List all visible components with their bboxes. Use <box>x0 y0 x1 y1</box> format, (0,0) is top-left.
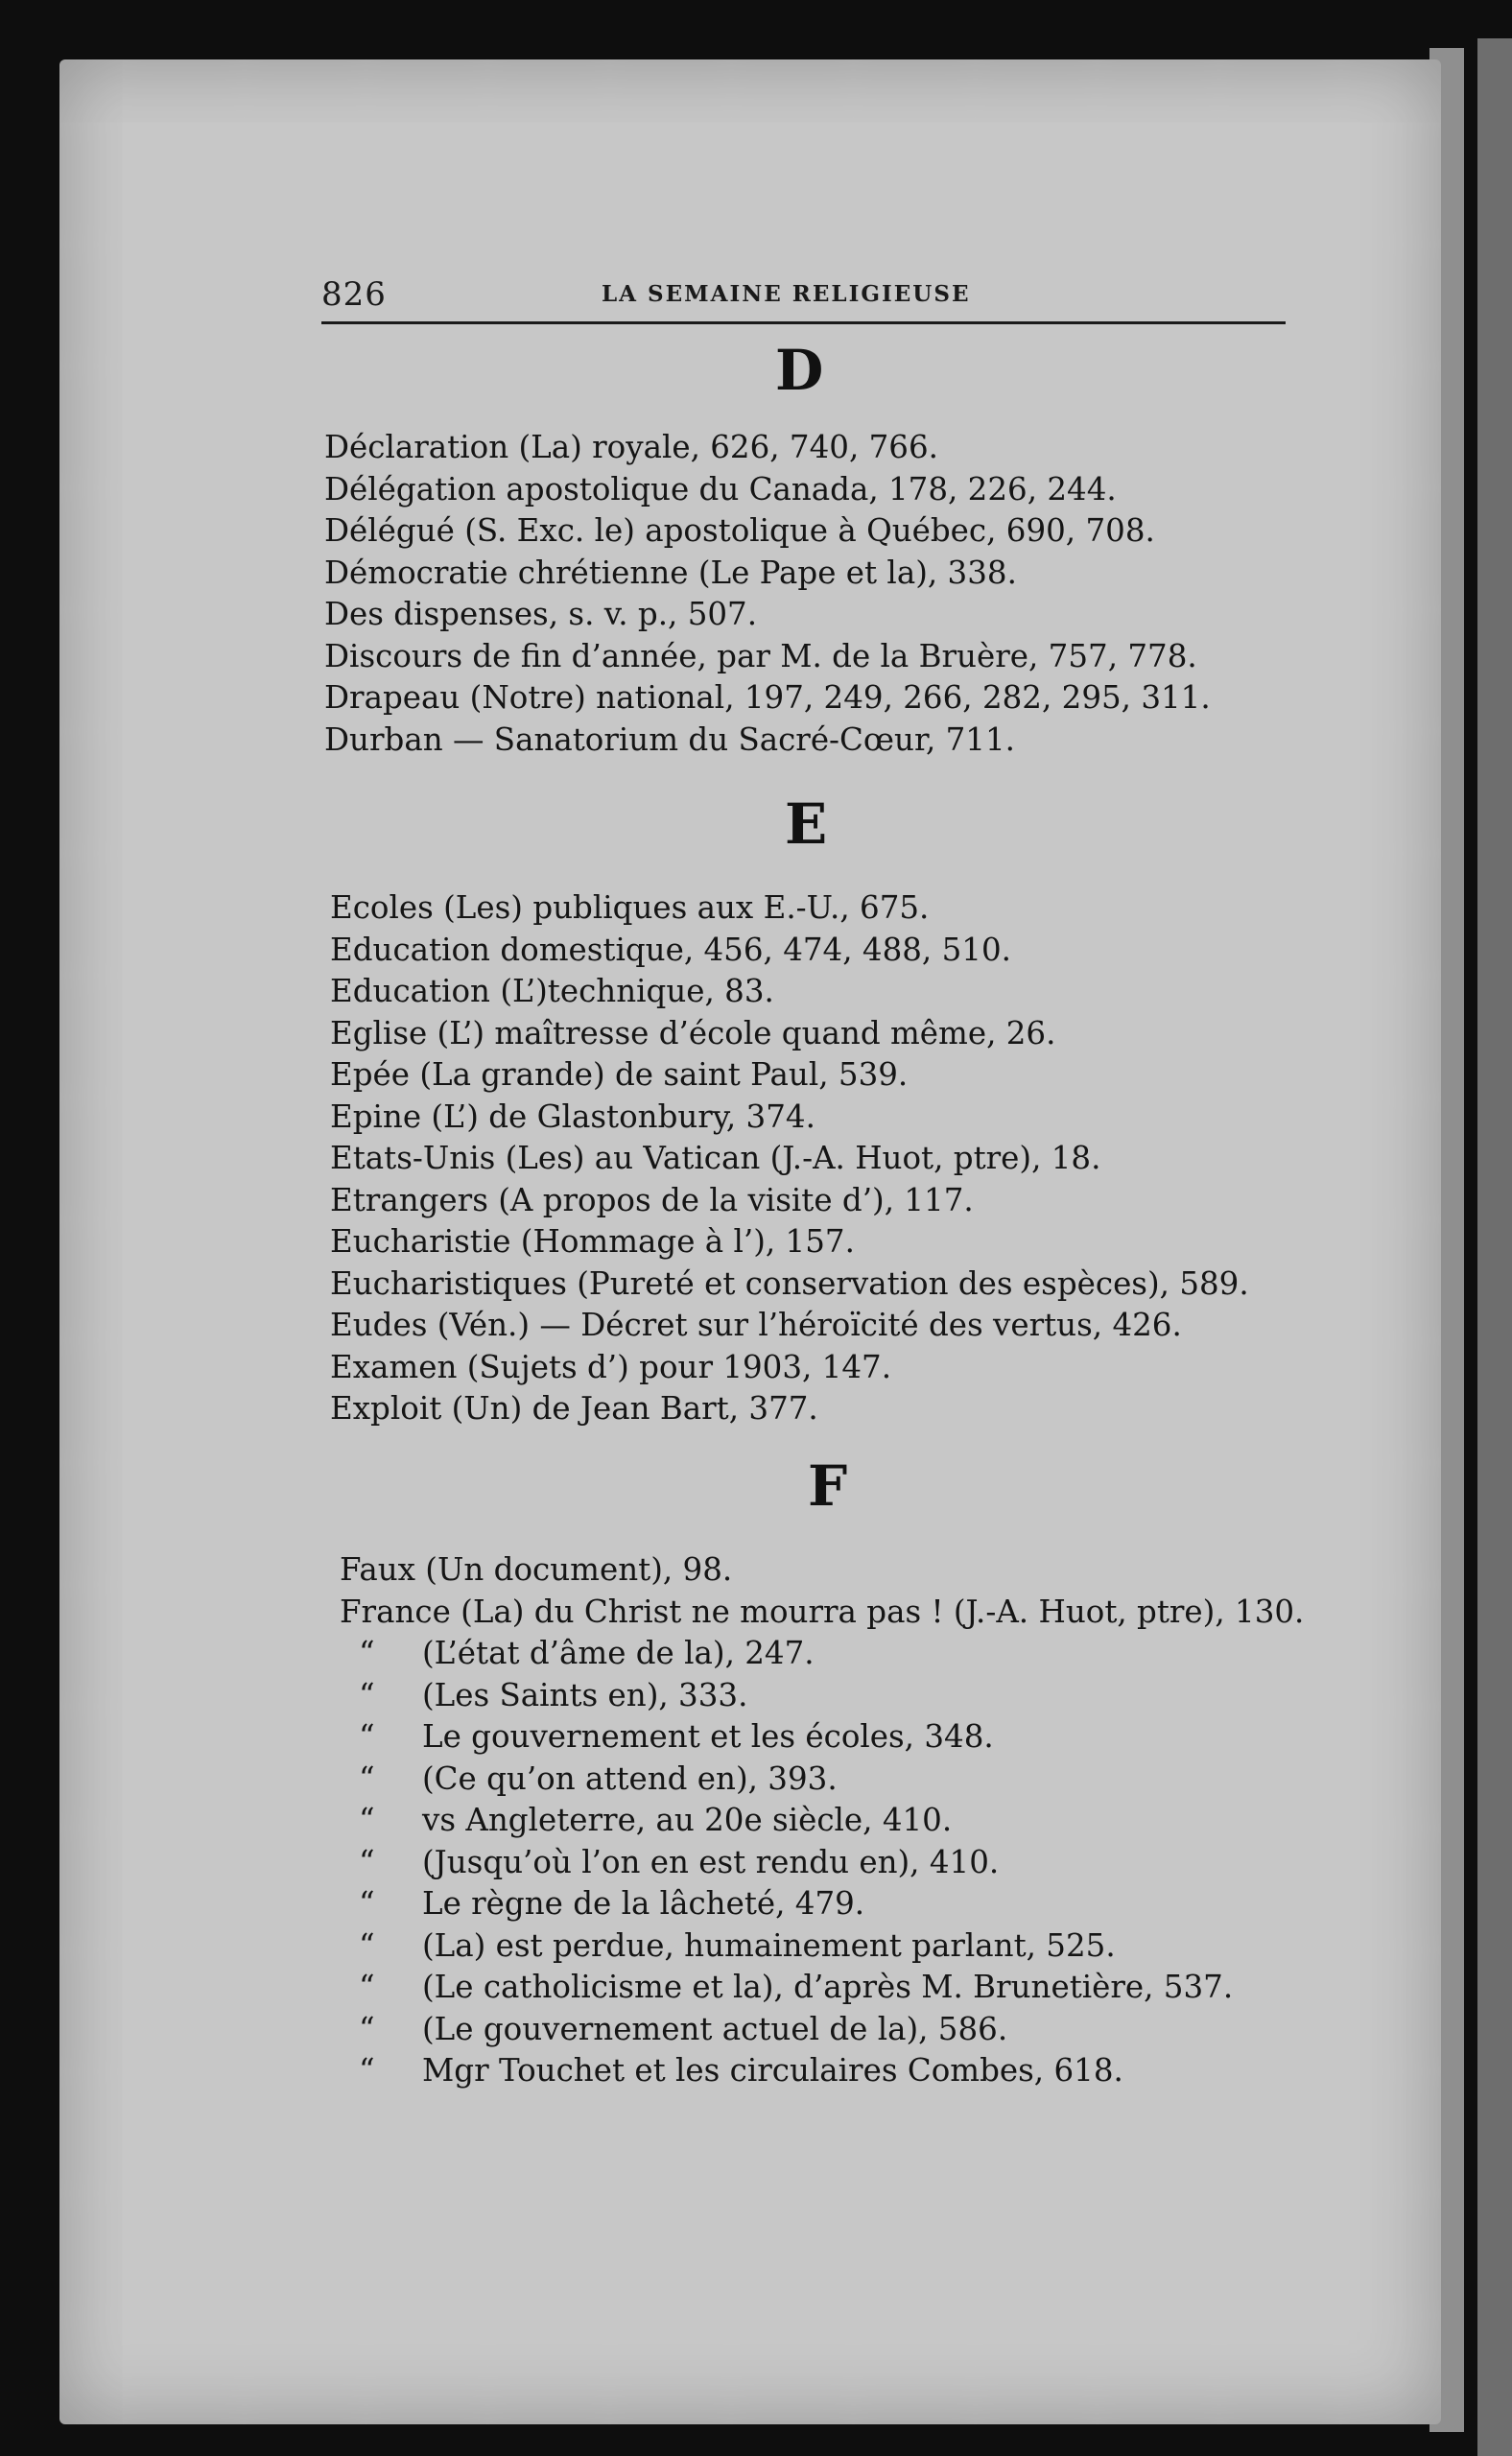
index-entry: Eucharistiques (Pureté et conservation des espèces), 589. <box>330 1264 1249 1302</box>
entry-text: Le gouvernement et les écoles, 348. <box>422 1718 994 1755</box>
ditto-mark: “ <box>359 1926 375 1964</box>
index-entry-continued <box>340 1967 1304 2009</box>
index-entry: Ecoles (Les) publiques aux E.-U., 675. <box>330 889 930 926</box>
entry-text: vs Angleterre, au 20e siècle, 410. <box>422 1802 953 1838</box>
index-entry-continued <box>340 1633 1304 1675</box>
index-entry: France (La) du Christ ne mourra pas ! (J.-A. Huot, ptre), 130. <box>340 1593 1305 1630</box>
ditto-mark: “ <box>359 1759 375 1797</box>
entry-text: (Le gouvernement actuel de la), 586. <box>422 2010 1008 2047</box>
page-number: 826 <box>321 275 387 314</box>
index-entry: Education domestique, 456, 474, 488, 510. <box>330 931 1011 968</box>
running-title: LA SEMAINE RELIGIEUSE <box>602 281 971 307</box>
index-entry: Délégué (S. Exc. le) apostolique à Québec, 690, 708. <box>324 512 1155 549</box>
section-e-entries <box>330 887 1249 1430</box>
index-entry: Discours de fin d’année, par M. de la Bruère, 757, 778. <box>324 637 1197 674</box>
entry-text: (Jusqu’où l’on en est rendu en), 410. <box>422 1843 1000 1880</box>
adjacent-page-edge <box>1477 38 1512 2456</box>
section-f-entries <box>340 1549 1304 2092</box>
ditto-mark: “ <box>359 1676 375 1713</box>
index-entry: Eudes (Vén.) — Décret sur l’héroïcité des vertus, 426. <box>330 1307 1182 1343</box>
entry-text: (Le catholicisme et la), d’après M. Brunetière, 537. <box>422 1969 1234 2005</box>
index-entry: Epine (L’) de Glastonbury, 374. <box>330 1098 815 1135</box>
index-entry: Eucharistie (Hommage à l’), 157. <box>330 1223 855 1260</box>
ditto-mark: “ <box>359 1843 375 1880</box>
index-entry: Des dispenses, s. v. p., 507. <box>324 596 758 632</box>
index-entry-continued <box>340 1842 1304 1884</box>
index-entry: Exploit (Un) de Jean Bart, 377. <box>330 1390 818 1427</box>
ditto-mark: “ <box>359 2010 375 2047</box>
page-header <box>321 272 1286 324</box>
section-letter-e: E <box>785 791 828 857</box>
entry-text: Mgr Touchet et les circulaires Combes, 618. <box>422 2052 1123 2089</box>
index-entry-continued <box>340 1716 1304 1759</box>
entry-text: (La) est perdue, humainement parlant, 525. <box>422 1926 1116 1964</box>
ditto-mark: “ <box>359 1885 375 1922</box>
index-entry: Délégation apostolique du Canada, 178, 226, 244. <box>324 470 1117 508</box>
index-entry-continued <box>340 1759 1304 1801</box>
index-entry: Etats-Unis (Les) au Vatican (J.-A. Huot, ptre), 18. <box>330 1140 1101 1176</box>
index-entry: Durban — Sanatorium du Sacré-Cœur, 711. <box>324 720 1015 758</box>
index-entry: Faux (Un document), 98. <box>340 1551 733 1588</box>
index-entry-continued <box>340 1925 1304 1968</box>
entry-text: (L’état d’âme de la), 247. <box>422 1635 815 1671</box>
entry-text: (Ce qu’on attend en), 393. <box>422 1759 838 1797</box>
ditto-mark: “ <box>359 1969 375 2005</box>
entry-text: (Les Saints en), 333. <box>422 1676 748 1713</box>
index-entry-continued <box>340 2009 1304 2051</box>
index-entry: Epée (La grande) de saint Paul, 539. <box>330 1056 909 1093</box>
index-entry: Examen (Sujets d’) pour 1903, 147. <box>330 1348 892 1385</box>
ditto-mark: “ <box>359 1718 375 1755</box>
index-entry-continued <box>340 1800 1304 1842</box>
section-letter-d: D <box>775 338 824 403</box>
section-d-entries <box>324 427 1211 761</box>
index-entry: Education (L’)technique, 83. <box>330 973 774 1009</box>
ditto-mark: “ <box>359 1802 375 1838</box>
entry-text: Le règne de la lâcheté, 479. <box>422 1885 865 1922</box>
index-entry: Drapeau (Notre) national, 197, 249, 266, 282, 295, 311. <box>324 679 1211 716</box>
index-entry: Démocratie chrétienne (Le Pape et la), 338. <box>324 554 1017 591</box>
index-entry-continued <box>340 2050 1304 2092</box>
index-entry: Eglise (L’) maîtresse d’école quand même, 26. <box>330 1014 1056 1051</box>
index-entry: Etrangers (A propos de la visite d’), 117. <box>330 1181 974 1218</box>
index-entry-continued <box>340 1675 1304 1717</box>
section-letter-f: F <box>808 1453 848 1519</box>
ditto-mark: “ <box>359 1635 375 1671</box>
index-entry: Déclaration (La) royale, 626, 740, 766. <box>324 429 938 465</box>
index-entry-continued <box>340 1883 1304 1925</box>
ditto-mark: “ <box>359 2052 375 2089</box>
